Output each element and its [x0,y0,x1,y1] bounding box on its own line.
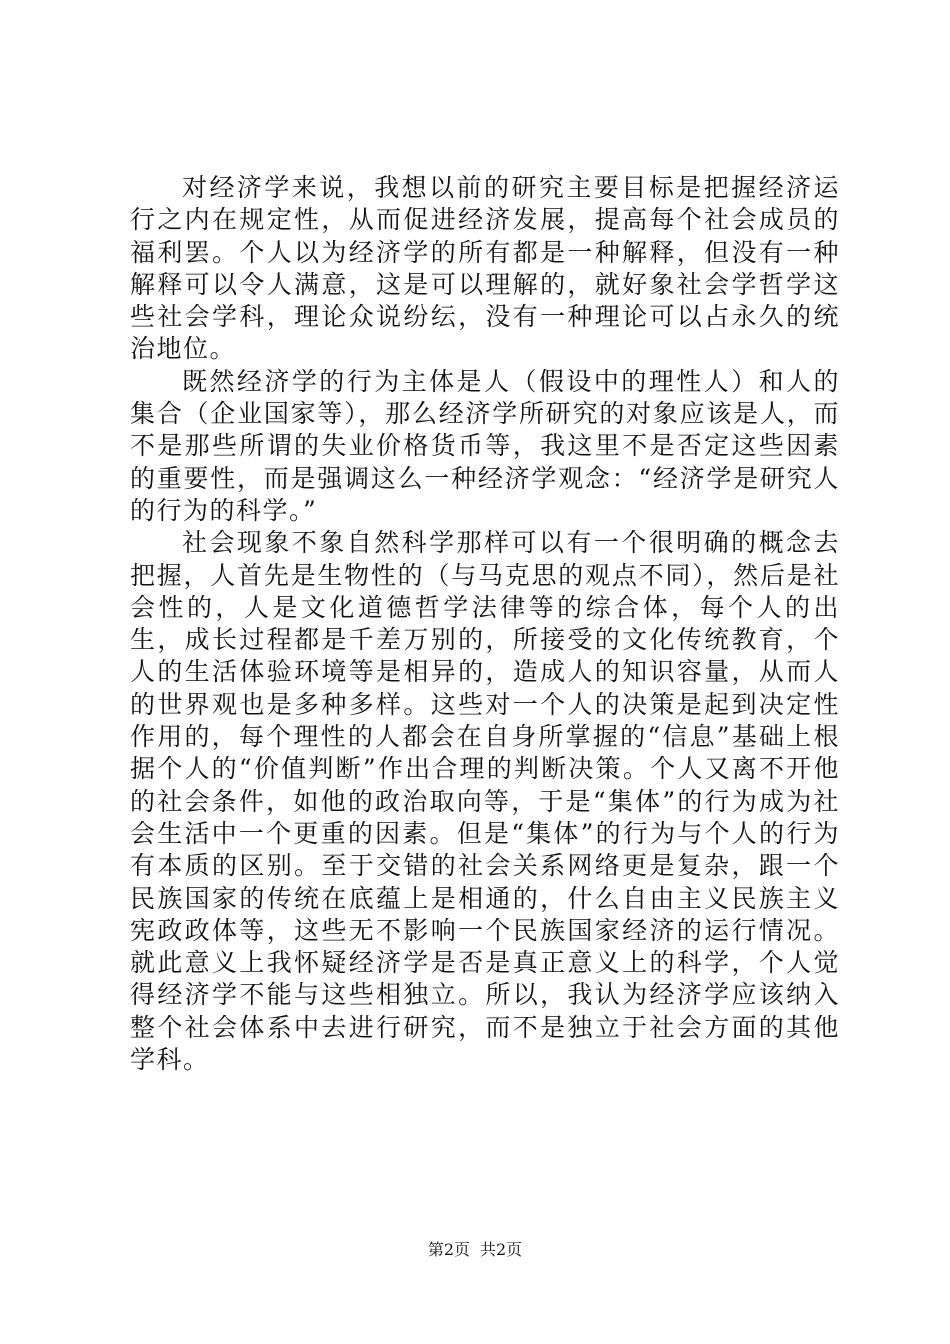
page-number-total: 共2页 [480,1240,523,1259]
paragraph-1: 对经济学来说，我想以前的研究主要目标是把握经济运行之内在规定性，从而促进经济发展，提高每个社会成员的福利罢。个人以为经济学的所有都是一种解释，但没有一种解释可以令人满意，这是可以理解的，就好象社会学哲学这些社会学科，理论众说纷纭，没有一种理论可以占永久的统治地位。 [130,173,840,364]
paragraph-3: 社会现象不象自然科学那样可以有一个很明确的概念去把握，人首先是生物性的（与马克思的观点不同），然后是社会性的，人是文化道德哲学法律等的综合体，每个人的出生，成长过程都是千差万别的，所接受的文化传统教育，个人的生活体验环境等是相异的，造成人的知识容量，从而人的世界观也是多种多样。这些对一个人的决策是起到决定性作用的，每个理性的人都会在自身所掌握的“信息”基础上根据个人的“价值判断”作出合理的判断决策。个人又离不开他的社会条件，如他的政治取向等，于是“集体”的行为成为社会生活中一个更重的因素。但是“集体”的行为与个人的行为有本质的区别。至于交错的社会关系网络更是复杂，跟一个民族国家的传统在底蕴上是相通的，什么自由主义民族主义宪政政体等，这些无不影响一个民族国家经济的运行情况。就此意义上我怀疑经济学是否是真正意义上的科学，个人觉得经济学不能与这些相独立。所以，我认为经济学应该纳入整个社会体系中去进行研究，而不是独立于社会方面的其他学科。 [130,528,840,1075]
paragraph-2: 既然经济学的行为主体是人（假设中的理性人）和人的集合（企业国家等），那么经济学所研究的对象应该是人，而不是那些所谓的失业价格货币等，我这里不是否定这些因素的重要性，而是强调这么一种经济学观念：“经济学是研究人的行为的科学。” [130,366,840,525]
page-number-current: 第2页 [427,1240,470,1259]
page-footer [0,1240,950,1260]
document-body [130,172,840,1076]
